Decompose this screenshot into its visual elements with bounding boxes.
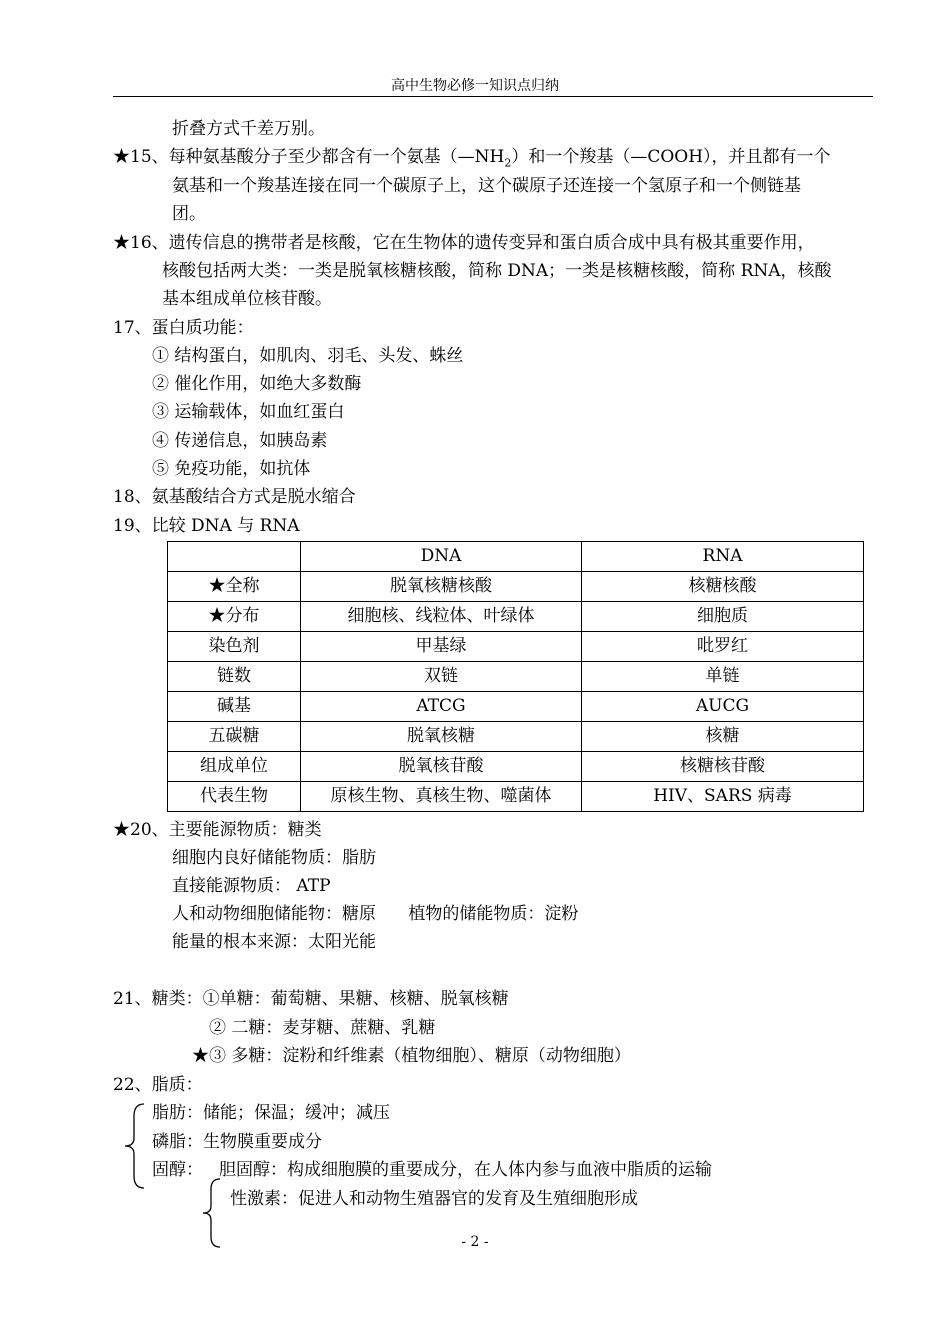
page-header-title: 高中生物必修一知识点归纳 bbox=[391, 78, 559, 94]
item-17-list-2: ② 催化作用，如绝大多数酶 bbox=[152, 374, 362, 394]
item-22-cholesterol: 胆固醇：构成细胞膜的重要成分，在人体内参与血液中脂质的运输 bbox=[219, 1160, 712, 1180]
table-row bbox=[168, 662, 864, 692]
table-cell: ★分布 bbox=[168, 602, 301, 632]
table-row bbox=[168, 752, 864, 782]
table-cell: 脱氧核糖核酸 bbox=[301, 572, 582, 602]
table-cell: 核糖核苷酸 bbox=[582, 752, 864, 782]
table-header-cell: RNA bbox=[582, 542, 864, 572]
table-cell: 双链 bbox=[301, 662, 582, 692]
table-cell: 链数 bbox=[168, 662, 301, 692]
table-cell: 吡罗红 bbox=[582, 632, 864, 662]
table-cell: 代表生物 bbox=[168, 782, 301, 812]
item-18: 18、氨基酸结合方式是脱水缩合 bbox=[113, 487, 356, 507]
table-cell: 染色剂 bbox=[168, 632, 301, 662]
table-header-cell bbox=[168, 542, 301, 572]
item-20-line-3: 直接能源物质： ATP bbox=[172, 876, 331, 896]
table-cell: 单链 bbox=[582, 662, 864, 692]
item-15-line-3: 团。 bbox=[172, 204, 206, 224]
item-19-heading: 19、比较 DNA 与 RNA bbox=[113, 516, 300, 536]
item-20-line-5: 能量的根本来源：太阳光能 bbox=[172, 932, 376, 952]
item-22-heading: 22、脂质： bbox=[113, 1075, 203, 1095]
table-cell: 碱基 bbox=[168, 692, 301, 722]
table-row bbox=[168, 722, 864, 752]
table-header-row bbox=[168, 542, 864, 572]
table-cell: 细胞核、线粒体、叶绿体 bbox=[301, 602, 582, 632]
item-16-line-1: ★16、遗传信息的携带者是核酸，它在生物体的遗传变异和蛋白质合成中具有极其重要作用， bbox=[113, 233, 815, 253]
table-cell: 脱氧核苷酸 bbox=[301, 752, 582, 782]
item-20-line-4: 人和动物细胞储能物：糖原 植物的储能物质：淀粉 bbox=[172, 904, 579, 924]
item-21-line-3: ★③ 多糖：淀粉和纤维素（植物细胞）、糖原（动物细胞） bbox=[192, 1046, 631, 1066]
table-row bbox=[168, 602, 864, 632]
table-row bbox=[168, 782, 864, 812]
item-15-text-a: ★15、每种氨基酸分子至少都含有一个氨基（—NH bbox=[113, 147, 505, 167]
item-15-line-1 bbox=[113, 149, 831, 168]
item-21-line-2: ② 二糖：麦芽糖、蔗糖、乳糖 bbox=[209, 1018, 436, 1038]
item-17-list-3: ③ 运输载体，如血红蛋白 bbox=[152, 402, 345, 422]
item-16-line-3: 基本组成单位核苷酸。 bbox=[162, 289, 332, 309]
lipid-brace bbox=[120, 1100, 148, 1192]
table-cell: AUCG bbox=[582, 692, 864, 722]
item-14-continuation: 折叠方式千差万别。 bbox=[172, 119, 325, 139]
page-number: - 2 - bbox=[461, 1234, 489, 1250]
item-22-fat: 脂肪：储能；保温；缓冲；减压 bbox=[152, 1103, 390, 1123]
table-cell: 原核生物、真核生物、噬菌体 bbox=[301, 782, 582, 812]
table-header-cell: DNA bbox=[301, 542, 582, 572]
dna-rna-comparison-table bbox=[167, 541, 864, 812]
table-cell: 甲基绿 bbox=[301, 632, 582, 662]
item-15-line-2: 氨基和一个羧基连接在同一个碳原子上，这个碳原子还连接一个氢原子和一个侧链基 bbox=[172, 176, 801, 196]
table-cell: 细胞质 bbox=[582, 602, 864, 632]
table-cell: ★全称 bbox=[168, 572, 301, 602]
table-row bbox=[168, 572, 864, 602]
table-cell: 五碳糖 bbox=[168, 722, 301, 752]
header-rule bbox=[113, 96, 873, 97]
table-cell: 核糖核酸 bbox=[582, 572, 864, 602]
table-cell: 脱氧核糖 bbox=[301, 722, 582, 752]
table-row bbox=[168, 632, 864, 662]
item-20-line-1: ★20、主要能源物质：糖类 bbox=[113, 820, 322, 840]
table-row bbox=[168, 692, 864, 722]
item-16-line-2: 核酸包括两大类：一类是脱氧核糖核酸，简称 DNA；一类是核糖核酸，简称 RNA，核酸 bbox=[162, 261, 832, 281]
item-20-line-2: 细胞内良好储能物质：脂肪 bbox=[172, 848, 376, 868]
table-cell: 组成单位 bbox=[168, 752, 301, 782]
item-17-list-1: ① 结构蛋白，如肌肉、羽毛、头发、蛛丝 bbox=[152, 346, 464, 366]
item-22-phospholipid: 磷脂：生物膜重要成分 bbox=[152, 1132, 322, 1152]
table-cell: ATCG bbox=[301, 692, 582, 722]
table-cell: HIV、SARS 病毒 bbox=[582, 782, 864, 812]
item-17-list-5: ⑤ 免疫功能，如抗体 bbox=[152, 459, 311, 479]
table-cell: 核糖 bbox=[582, 722, 864, 752]
item-22-sterol: 固醇： bbox=[152, 1160, 203, 1180]
item-17-heading: 17、蛋白质功能： bbox=[113, 318, 254, 338]
item-21-line-1: 21、糖类：①单糖：葡萄糖、果糖、核糖、脱氧核糖 bbox=[113, 989, 509, 1009]
item-17-list-4: ④ 传递信息，如胰岛素 bbox=[152, 431, 328, 451]
item-22-sex-hormone: 性激素：促进人和动物生殖器官的发育及生殖细胞形成 bbox=[230, 1189, 638, 1209]
item-15-subscript: 2 bbox=[504, 156, 512, 170]
item-15-text-b: ）和一个羧基（—COOH），并且都有一个 bbox=[511, 147, 831, 167]
